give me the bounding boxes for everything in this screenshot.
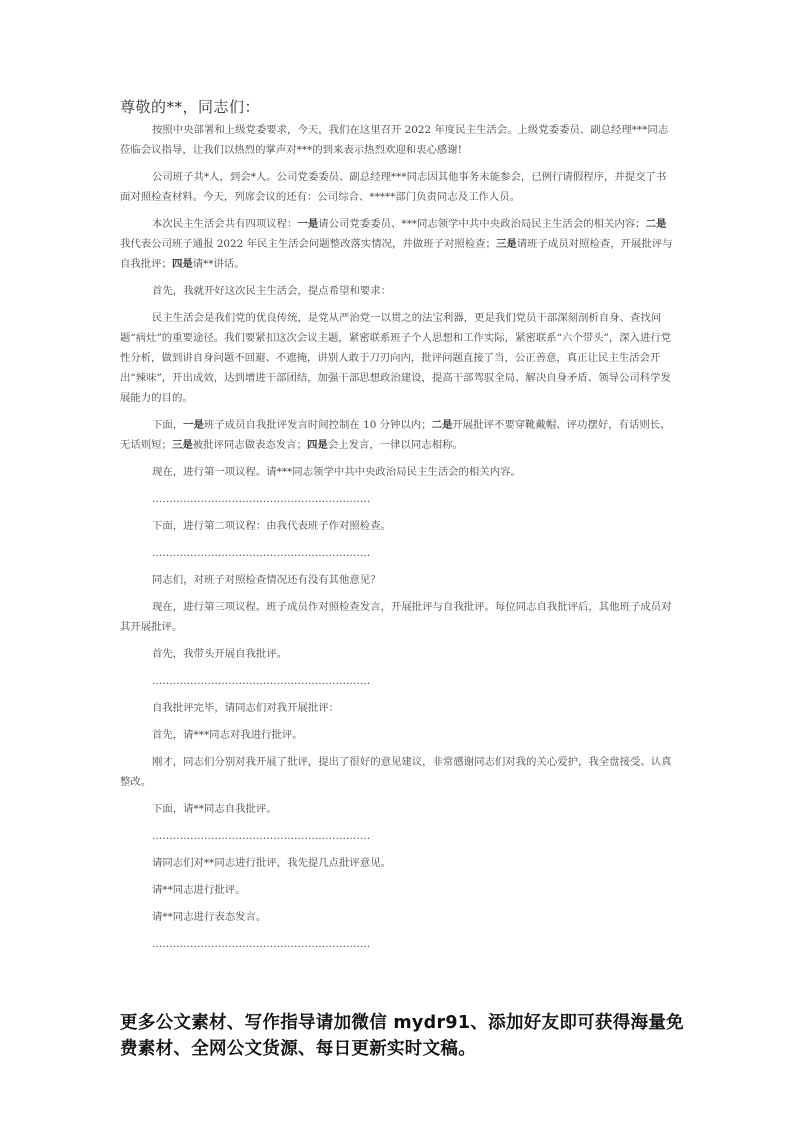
- paragraph-agenda-three: 现在，进行第三项议程。班子成员作对照检查发言，开展批评与自我批评。每位同志自我批评后，其他班子成员对其开展批评。: [120, 601, 672, 633]
- document-body: [120, 120, 676, 961]
- agenda-item-4-marker: 四是: [171, 258, 193, 270]
- agenda-item-1-marker: 一是: [297, 218, 319, 230]
- ellipsis-divider: ………………………………………………………: [152, 547, 371, 559]
- rule-1: 班子成员自我批评发言时间控制在 10 分钟以内；: [203, 419, 432, 431]
- ellipsis-divider: ………………………………………………………: [152, 938, 371, 950]
- paragraph-criticize-colleague: 请同志们对**同志进行批评，我先提几点批评意见。: [152, 857, 391, 869]
- paragraph-other-opinions: 同志们，对班子对照检查情况还有没有其他意见？: [152, 574, 381, 586]
- ellipsis-divider: ………………………………………………………: [152, 675, 371, 687]
- paragraph-colleague-criticism: 请**同志进行批评。: [152, 884, 246, 896]
- agenda-item-3-marker: 三是: [495, 238, 517, 250]
- paragraph-agenda-two: 下面，进行第二项议程：由我代表班子作对照检查。: [152, 520, 391, 532]
- promo-footer: 更多公文素材、写作指导请加微信 mydr91、添加好友即可获得海量免费素材、全网公文货源、每日更新实时文稿。: [120, 1013, 684, 1059]
- ellipsis-divider: ………………………………………………………: [152, 493, 371, 505]
- paragraph-statement: 请**同志进行表态发言。: [152, 911, 267, 923]
- agenda-lead: 本次民主生活会共有四项议程：: [152, 218, 298, 230]
- paragraph-first-critic: 首先，请***同志对我进行批评。: [152, 729, 303, 741]
- agenda-item-2-marker: 二是: [645, 218, 667, 230]
- paragraph-self-criticism-done: 自我批评完毕，请同志们对我开展批评：: [152, 702, 340, 714]
- paragraph-self-criticism-start: 首先，我带头开展自我批评。: [152, 648, 288, 660]
- paragraph-acceptance: 刚才，同志们分别对我开展了批评，提出了很好的意见建议，非常感谢同志们对我的关心爱护，我全盘接受、认真整改。: [120, 756, 672, 788]
- paragraph-opening: 按照中央部署和上级党委要求，今天，我们在这里召开 2022 年度民主生活会。上级党委委员、副总经理***同志莅临会议指导，让我们以热烈的掌声对***的到来表示热烈欢迎和衷心感谢!: [120, 124, 669, 156]
- paragraph-requirements: 民主生活会是我们党的优良传统，是党从严治党一以贯之的法宝利器，更是我们党员干部深刻剖析自身、查找问题“病灶”的重要途径。我们要紧扣这次会议主题，紧密联系班子个人思想和工作实际，紧密联系“六个带头”，深入进行党性分析，做到讲自身问题不回避、不遮掩，讲别人敢于刀刃向内，批评问题直接了当，公正善意，真正让民主生活会开出“辣味”，开出成效，达到增进干部团结，加强干部思想政治建设，提高干部驾驭全局、解决自身矛盾、领导公司科学发展能力的目的。: [120, 312, 672, 404]
- paragraph-requirements-intro: 首先，我就开好这次民主生活会，提点希望和要求：: [152, 285, 391, 297]
- rule-2-marker: 二是: [431, 419, 453, 431]
- paragraph-rules: [120, 415, 676, 455]
- rule-3-marker: 三是: [171, 439, 193, 451]
- rules-lead: 下面，: [152, 419, 184, 431]
- paragraph-agenda: [120, 214, 676, 274]
- rule-4: 会上发言，一律以同志相称。: [327, 439, 463, 451]
- ellipsis-divider: ………………………………………………………: [152, 830, 371, 842]
- rule-4-marker: 四是: [307, 439, 328, 451]
- salutation: 尊敬的**，同志们：: [120, 98, 261, 116]
- agenda-item-2: 我代表公司班子通报 2022 年民主生活会问题整改落实情况，并做班子对照检查；: [120, 238, 496, 250]
- rule-1-marker: 一是: [183, 419, 204, 431]
- agenda-item-4: 请**讲话。: [192, 258, 245, 270]
- paragraph-agenda-one: 现在，进行第一项议程。请***同志领学中共中央政治局民主生活会的相关内容。: [152, 466, 521, 478]
- rule-2: 开展批评不要穿靴戴帽、评功摆好，有话则长、无话则短；: [120, 419, 671, 451]
- rule-3: 被批评同志做表态发言；: [192, 439, 308, 451]
- agenda-item-3: 请班子成员对照检查，开展批评与自我批评；: [120, 238, 673, 270]
- paragraph-next-self-criticism: 下面，请**同志自我批评。: [152, 803, 277, 815]
- agenda-item-1: 请公司党委委员、***同志领学中共中央政治局民主生活会的相关内容；: [318, 218, 646, 230]
- paragraph-attendance: 公司班子共*人，到会*人。公司党委委员、副总经理***同志因其他事务未能参会，已例行请假程序，并提交了书面对照检查材料。今天，列席会议的还有：公司综合、*****部门负责同志及工作人员。: [120, 171, 667, 203]
